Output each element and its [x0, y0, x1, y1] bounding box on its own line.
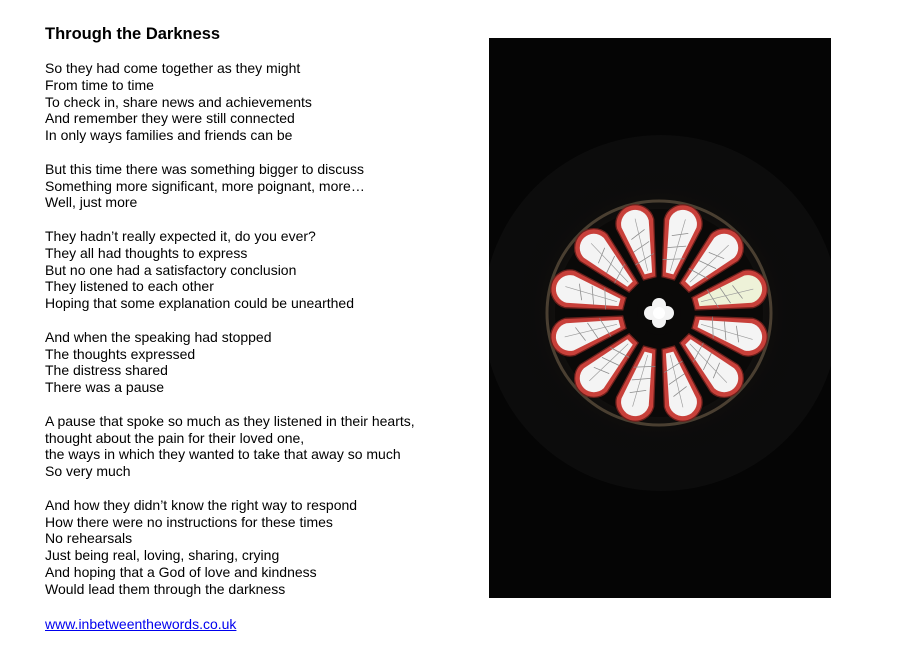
stanza-3 [45, 228, 465, 312]
poem-line: From time to time [45, 76, 154, 93]
poem-line: How there were no instructions for these times [45, 513, 333, 530]
poem-line: thought about the pain for their loved one, [45, 429, 305, 446]
poem-line: So very much [45, 463, 131, 480]
poem-line: And when the speaking had stopped [45, 328, 272, 345]
poem-line: They all had thoughts to express [45, 244, 248, 261]
center-quatrefoil [637, 291, 681, 335]
poem-line: There was a pause [45, 379, 165, 396]
poem-line: No rehearsals [45, 530, 133, 547]
poem-line: the ways in which they wanted to take that away so much [45, 446, 401, 463]
poem-line: Would lead them through the darkness [45, 580, 286, 597]
poem-line: Well, just more [45, 194, 138, 211]
stanza-1 [45, 60, 465, 144]
poem-line: And hoping that a God of love and kindness [45, 563, 317, 580]
poem [45, 24, 465, 614]
stanza-4 [45, 329, 465, 396]
poem-line: And how they didn’t know the right way to respond [45, 496, 358, 513]
poem-line: The distress shared [45, 362, 168, 379]
poem-line: And remember they were still connected [45, 110, 295, 127]
poem-line: To check in, share news and achievements [45, 93, 312, 110]
poem-line: But this time there was something bigger to discuss [45, 160, 365, 177]
poem-line: So they had come together as they might [45, 60, 301, 76]
poem-line: Something more significant, more poignant, more… [45, 177, 365, 194]
stanza-5 [45, 413, 465, 480]
poem-line: Just being real, loving, sharing, crying [45, 547, 280, 564]
stanza-6 [45, 497, 465, 598]
poem-line: They listened to each other [45, 278, 214, 295]
poem-line: In only ways families and friends can be [45, 127, 293, 144]
rose-window-icon [489, 38, 831, 598]
poem-line: A pause that spoke so much as they listened in their hearts, [45, 412, 415, 429]
poem-title: Through the Darkness [45, 25, 221, 43]
rose-window-photo [489, 38, 831, 598]
stanza-2 [45, 161, 465, 211]
website-link[interactable]: www.inbetweenthewords.co.uk [45, 616, 237, 632]
poem-line: They hadn’t really expected it, do you ever? [45, 227, 316, 244]
poem-line: But no one had a satisfactory conclusion [45, 261, 297, 278]
poem-line: Hoping that some explanation could be unearthed [45, 295, 354, 312]
poem-line: The thoughts expressed [45, 345, 196, 362]
